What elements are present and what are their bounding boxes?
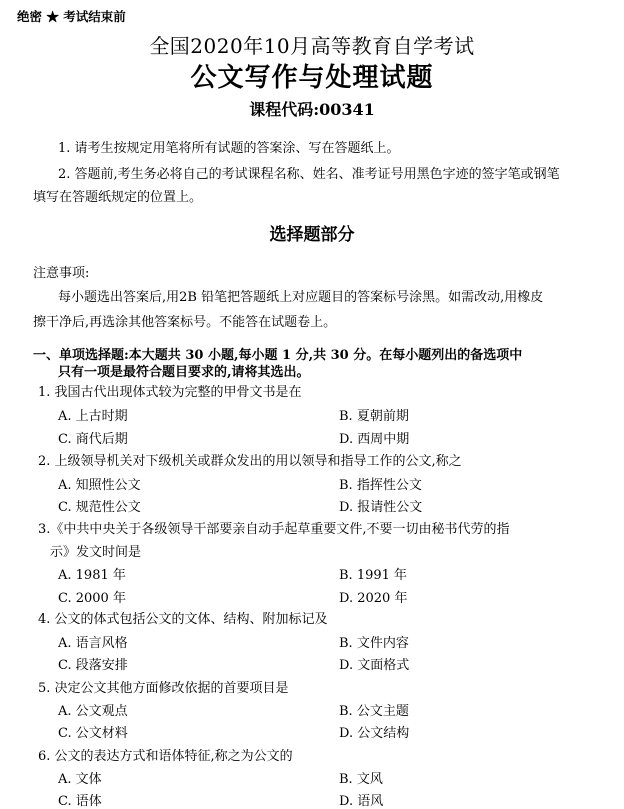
option-c: C. 公文材料 [58,726,128,741]
instruction-2-continued: 填写在答题纸规定的位置上。 [33,190,203,205]
option-a: A. 知照性公文 [58,478,141,493]
paper-title: 公文写作与处理试题 [190,63,434,93]
question-stem: 5. 决定公文其他方面修改依据的首要项目是 [38,681,289,696]
part-heading-line-1: 一、单项选择题:本大题共 30 小题,每小题 1 分,共 30 分。在每小题列出的备选项中 [33,348,523,363]
option-b: B. 指挥性公文 [339,478,422,493]
question-stem: 6. 公文的表达方式和语体特征,称之为公文的 [38,749,293,764]
option-d: D. 语风 [339,794,384,809]
option-d: D. 文面格式 [339,658,410,673]
option-c: C. 2000 年 [58,591,126,606]
notice-line-1: 每小题选出答案后,用2B 铅笔把答题纸上对应题目的答案标号涂黑。如需改动,用橡皮 [58,290,544,305]
option-b: B. 文件内容 [339,636,409,651]
part-heading-line-2: 只有一项是最符合题目要求的,请将其选出。 [58,365,310,380]
option-d: D. 2020 年 [339,591,408,606]
question-stem: 1. 我国古代出现体式较为完整的甲骨文书是在 [38,385,302,400]
option-d: D. 报请性公文 [339,500,423,515]
question-stem: 4. 公文的体式包括公文的文体、结构、附加标记及 [38,612,328,627]
option-c: C. 商代后期 [58,432,128,447]
option-a: A. 语言风格 [58,636,128,651]
instruction-1: 1. 请考生按规定用笔将所有试题的答案涂、写在答题纸上。 [58,141,400,156]
question-stem: 2. 上级领导机关对下级机关或群众发出的用以领导和指导工作的公文,称之 [38,454,462,469]
option-b: B. 1991 年 [339,568,408,583]
option-a: A. 文体 [58,772,102,787]
option-b: B. 公文主题 [339,704,409,719]
option-b: B. 文风 [339,772,383,787]
section-title: 选择题部分 [269,225,355,245]
option-a: A. 上古时期 [58,409,128,424]
option-b: B. 夏朝前期 [339,409,409,424]
option-c: C. 语体 [58,794,102,809]
instruction-2: 2. 答题前,考生务必将自己的考试课程名称、姓名、准考证号用黑色字迹的签字笔或钢笔 [58,167,560,182]
option-a: A. 公文观点 [58,704,128,719]
option-c: C. 段落安排 [58,658,128,673]
notice-line-2: 擦干净后,再选涂其他答案标号。不能答在试题卷上。 [33,315,337,330]
question-stem-continued: 示》发文时间是 [50,545,142,560]
option-a: A. 1981 年 [58,568,126,583]
course-code: 课程代码:00341 [249,100,375,119]
option-c: C. 规范性公文 [58,500,141,515]
option-d: D. 公文结构 [339,726,410,741]
notice-label: 注意事项: [33,266,90,281]
secret-mark: 绝密 ★ 考试结束前 [17,9,126,24]
option-d: D. 西周中期 [339,432,410,447]
question-stem: 3.《中共中央关于各级领导干部要亲自动手起草重要文件,不要一切由秘书代劳的指 [38,522,510,537]
exam-title: 全国2020年10月高等教育自学考试 [149,34,475,58]
